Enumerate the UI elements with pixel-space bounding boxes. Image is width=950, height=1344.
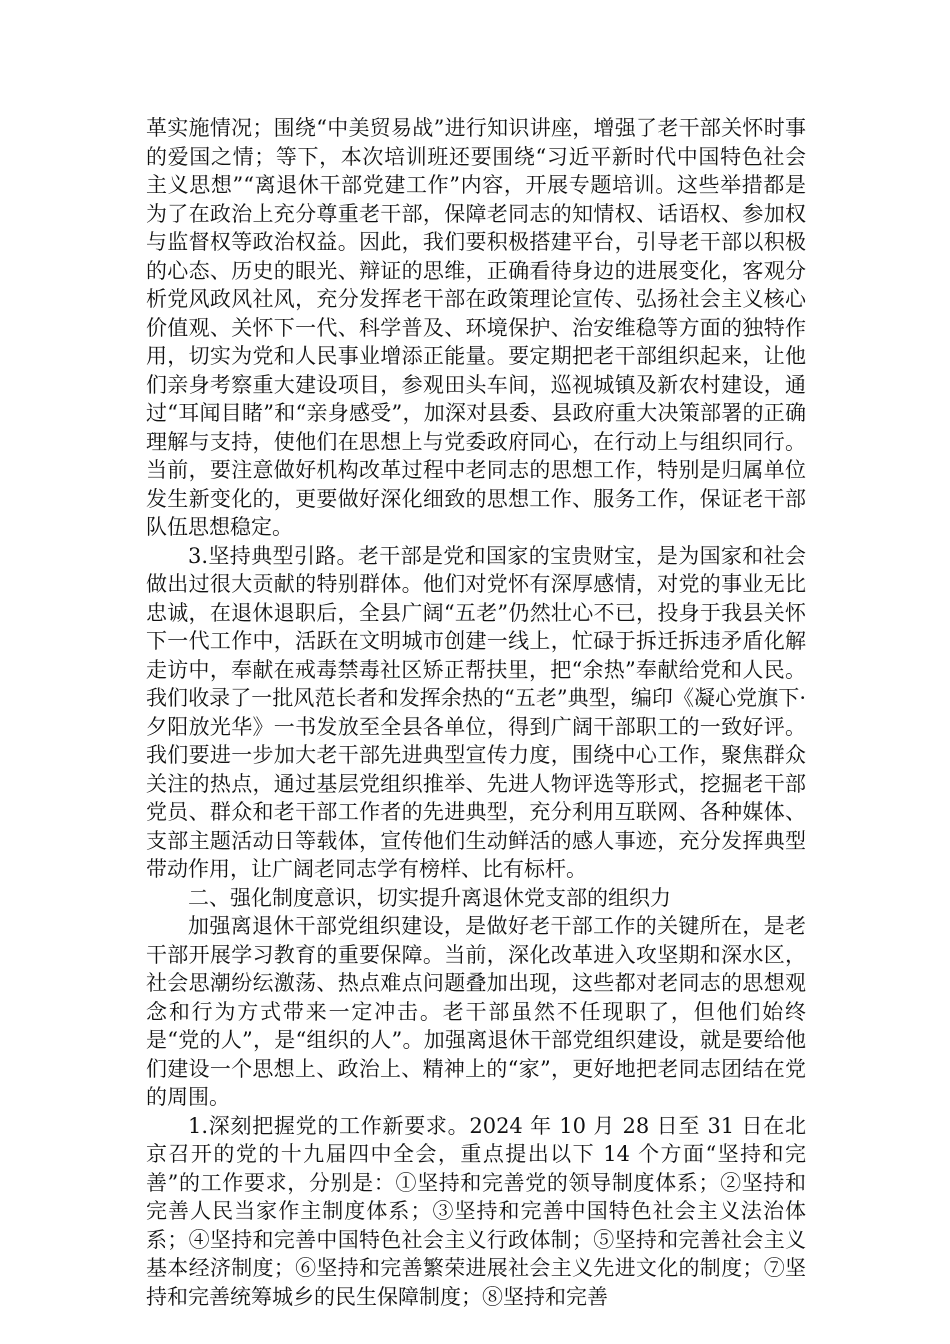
body-paragraph-4: 1.深刻把握党的工作新要求。2024 年 10 月 28 日至 31 日在北京召开的党的十九届四中全会，重点提出以下 14 个方面“坚持和完善”的工作要求，分别是：①坚持和完善党的领导制度体系；②坚持和完善人民当家作主制度体系；③坚持和完善中国特色社会主义法治体系；④坚持和完善中国特色社会主义行政体制；⑤坚持和完善社会主义基本经济制度；⑥坚持和完善繁荣进展社会主义先进文化的制度；⑦坚持和完善统筹城乡的民生保障制度；⑧坚持和完善 <box>146 1113 806 1309</box>
body-paragraph-1: 革实施情况；围绕“中美贸易战”进行知识讲座，增强了老干部关怀时事的爱国之情；等下，本次培训班还要围绕“习近平新时代中国特色社会主义思想”“离退休干部党建工作”内容，开展专题培训。这些举措都是为了在政治上充分尊重老干部，保障老同志的知情权、话语权、参加权与监督权等政治权益。因此，我们要积极搭建平台，引导老干部以积极的心态、历史的眼光、辩证的思维，正确看待身边的进展变化，客观分析党风政风社风，充分发挥老干部在政策理论宣传、弘扬社会主义核心价值观、关怀下一代、科学普及、环境保护、治安维稳等方面的独特作用，切实为党和人民事业增添正能量。要定期把老干部组织起来，让他们亲身考察重大建设项目，参观田头车间，巡视城镇及新农村建设，通过“耳闻目睹”和“亲身感受”，加深对县委、县政府重大决策部署的正确理解与支持，使他们在思想上与党委政府同心，在行动上与组织同行。当前，要注意做好机构改革过程中老同志的思想工作，特别是归属单位发生新变化的，更要做好深化细致的思想工作、服务工作，保证老干部队伍思想稳定。 <box>146 116 806 539</box>
body-paragraph-3: 加强离退休干部党组织建设，是做好老干部工作的关键所在，是老干部开展学习教育的重要保障。当前，深化改革进入攻坚期和深水区，社会思潮纷纭激荡、热点难点问题叠加出现，这些都对老同志的思想观念和行为方式带来一定冲击。老干部虽然不任现职了，但他们始终是“党的人”，是“组织的人”。加强离退休干部党组织建设，就是要给他们建设一个思想上、政治上、精神上的“家”，更好地把老同志团结在党的周围。 <box>146 914 806 1109</box>
section-heading-2: 二、强化制度意识，切实提升离退休党支部的组织力 <box>188 885 671 910</box>
document-page <box>146 114 806 1311</box>
body-paragraph-2: 3.坚持典型引路。老干部是党和国家的宝贵财宝，是为国家和社会做出过很大贡献的特别群体。他们对党怀有深厚感情，对党的事业无比忠诚，在退休退职后，全县广阔“五老”仍然壮心不已，投身于我县关怀下一代工作中，活跃在文明城市创建一线上，忙碌于拆迁拆违矛盾化解走访中，奉献在戒毒禁毒社区矫正帮扶里，把“余热”奉献给党和人民。我们收录了一批风范长者和发挥余热的“五老”典型，编印《凝心党旗下·夕阳放光华》一书发放至全县各单位，得到广阔干部职工的一致好评。我们要进一步加大老干部先进典型宣传力度，围绕中心工作，聚焦群众关注的热点，通过基层党组织推举、先进人物评选等形式，挖掘老干部党员、群众和老干部工作者的先进典型，充分利用互联网、各种媒体、支部主题活动日等载体，宣传他们生动鲜活的感人事迹，充分发挥典型带动作用，让广阔老同志学有榜样、比有标杆。 <box>146 543 806 881</box>
